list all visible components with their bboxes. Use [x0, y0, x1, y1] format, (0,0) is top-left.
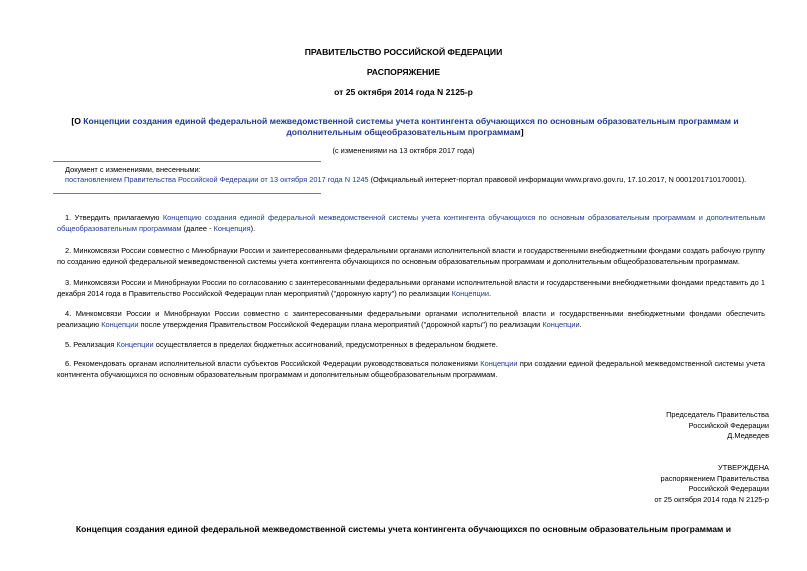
p4-concept-link[interactable]: Концепции	[101, 319, 139, 329]
doc-info	[65, 175, 765, 186]
p1-concept-link-2[interactable]: Концепция	[213, 223, 251, 233]
p6-text: 6. Рекомендовать органам исполнительной власти субъектов Российской Федерации руководствоваться положениями	[65, 359, 481, 368]
p5-text: 5. Реализация	[65, 340, 117, 349]
doc-info-source: (Официальный интернет-портал правовой информации www.pravo.gov.ru, 17.10.2017, N 0001201710170001).	[368, 175, 747, 184]
p4-text: 4. Минкомсвязи России и Минобрнауки России совместно с заинтересованными федеральными органами исполнительной власти и государственными внебюджетными фондами обеспечить реализацию	[57, 309, 765, 329]
p5-text-b: осуществляется в пределах бюджетных ассигнований, предусмотренных в федеральном бюджете.	[153, 340, 498, 349]
title-concept-link[interactable]: Концепции создания единой федеральной межведомственной системы учета контингента обучающихся по основным образовательным программам и дополнительным общеобразовательным программам	[83, 116, 739, 138]
doc-info-label: Документ с изменениями, внесенными:	[65, 165, 201, 174]
p4-text-b: после утверждения Правительством Российской Федерации плана мероприятий ("дорожной карты") по реализации	[138, 319, 543, 329]
signature-block	[666, 410, 769, 442]
p6-concept-link[interactable]: Концепции	[480, 359, 518, 368]
p4-text-c: .	[579, 319, 582, 329]
document-date-number: от 25 октября 2014 года N 2125-р	[334, 87, 473, 97]
p1-text-c: ).	[250, 223, 256, 233]
p3-concept-link[interactable]: Концепции	[451, 288, 489, 298]
amendment-decree-link[interactable]: постановлением Правительства Российской Федерации от 13 октября 2017 года N 1245	[65, 175, 369, 184]
paragraph-3	[57, 278, 765, 299]
title-open: [О	[71, 116, 84, 126]
p1-text: 1. Утвердить прилагаемую	[65, 213, 163, 222]
approval-country: Российской Федерации	[688, 484, 769, 494]
bottom-divider	[53, 193, 321, 194]
p2-text: 2. Минкомсвязи России совместно с Минобрнауки России и заинтересованными федеральными органами исполнительной власти и государственными внебюджетными фондами создать рабочую группу по созданию единой федеральной межведомственной системы учета контингента обучающихся по основным образовательным программам и дополнительным общеобразовательным программам.	[57, 246, 765, 266]
approval-heading: УТВЕРЖДЕНА	[718, 463, 769, 472]
paragraph-1	[57, 213, 765, 234]
amendment-note: (с изменениями на 13 октября 2017 года)	[332, 146, 475, 155]
paragraph-2	[57, 246, 765, 267]
top-divider	[53, 161, 321, 162]
concept-heading: Концепция создания единой федеральной межведомственной системы учета контингента обучающихся по основным образовательным программам и	[75, 524, 732, 534]
approval-block	[654, 463, 769, 506]
p3-text-b: .	[488, 288, 492, 298]
p1-text-b: (далее -	[181, 223, 214, 233]
document-title	[60, 116, 750, 138]
p5-concept-link[interactable]: Концепции	[116, 340, 154, 349]
government-heading: ПРАВИТЕЛЬСТВО РОССИЙСКОЙ ФЕДЕРАЦИИ	[304, 47, 503, 57]
signature-name: Д.Медведев	[727, 431, 769, 441]
title-close: ]	[520, 127, 524, 138]
paragraph-6	[57, 359, 765, 380]
p4-concept-link-2[interactable]: Концепции	[542, 319, 580, 329]
p6-text-b: при создании единой федеральной межведомственной системы учета контингента обучающихся по основным образовательным программам и дополнительным общеобразовательным программам.	[57, 359, 766, 379]
document-type: РАСПОРЯЖЕНИЕ	[366, 67, 441, 77]
paragraph-4	[57, 309, 765, 330]
paragraph-5	[57, 340, 765, 351]
p3-text: 3. Минкомсвязи России и Минобрнауки России по согласованию с заинтересованными федеральными органами исполнительной власти и государственными внебюджетными фондами представить до 1 декабря 2014 года в Правительство Российской Федерации план мероприятий ("дорожную карту") по реализации	[57, 278, 765, 298]
p1-concept-link[interactable]: Концепцию создания единой федеральной межведомственной системы учета контингента обучающихся по основным образовательным программам и дополнительным общеобразовательным программам	[57, 213, 765, 233]
approval-date: от 25 октября 2014 года N 2125-р	[654, 495, 769, 505]
signature-country: Российской Федерации	[688, 420, 769, 430]
approval-by: распоряжением Правительства	[660, 473, 769, 483]
signature-title: Председатель Правительства	[666, 410, 769, 419]
